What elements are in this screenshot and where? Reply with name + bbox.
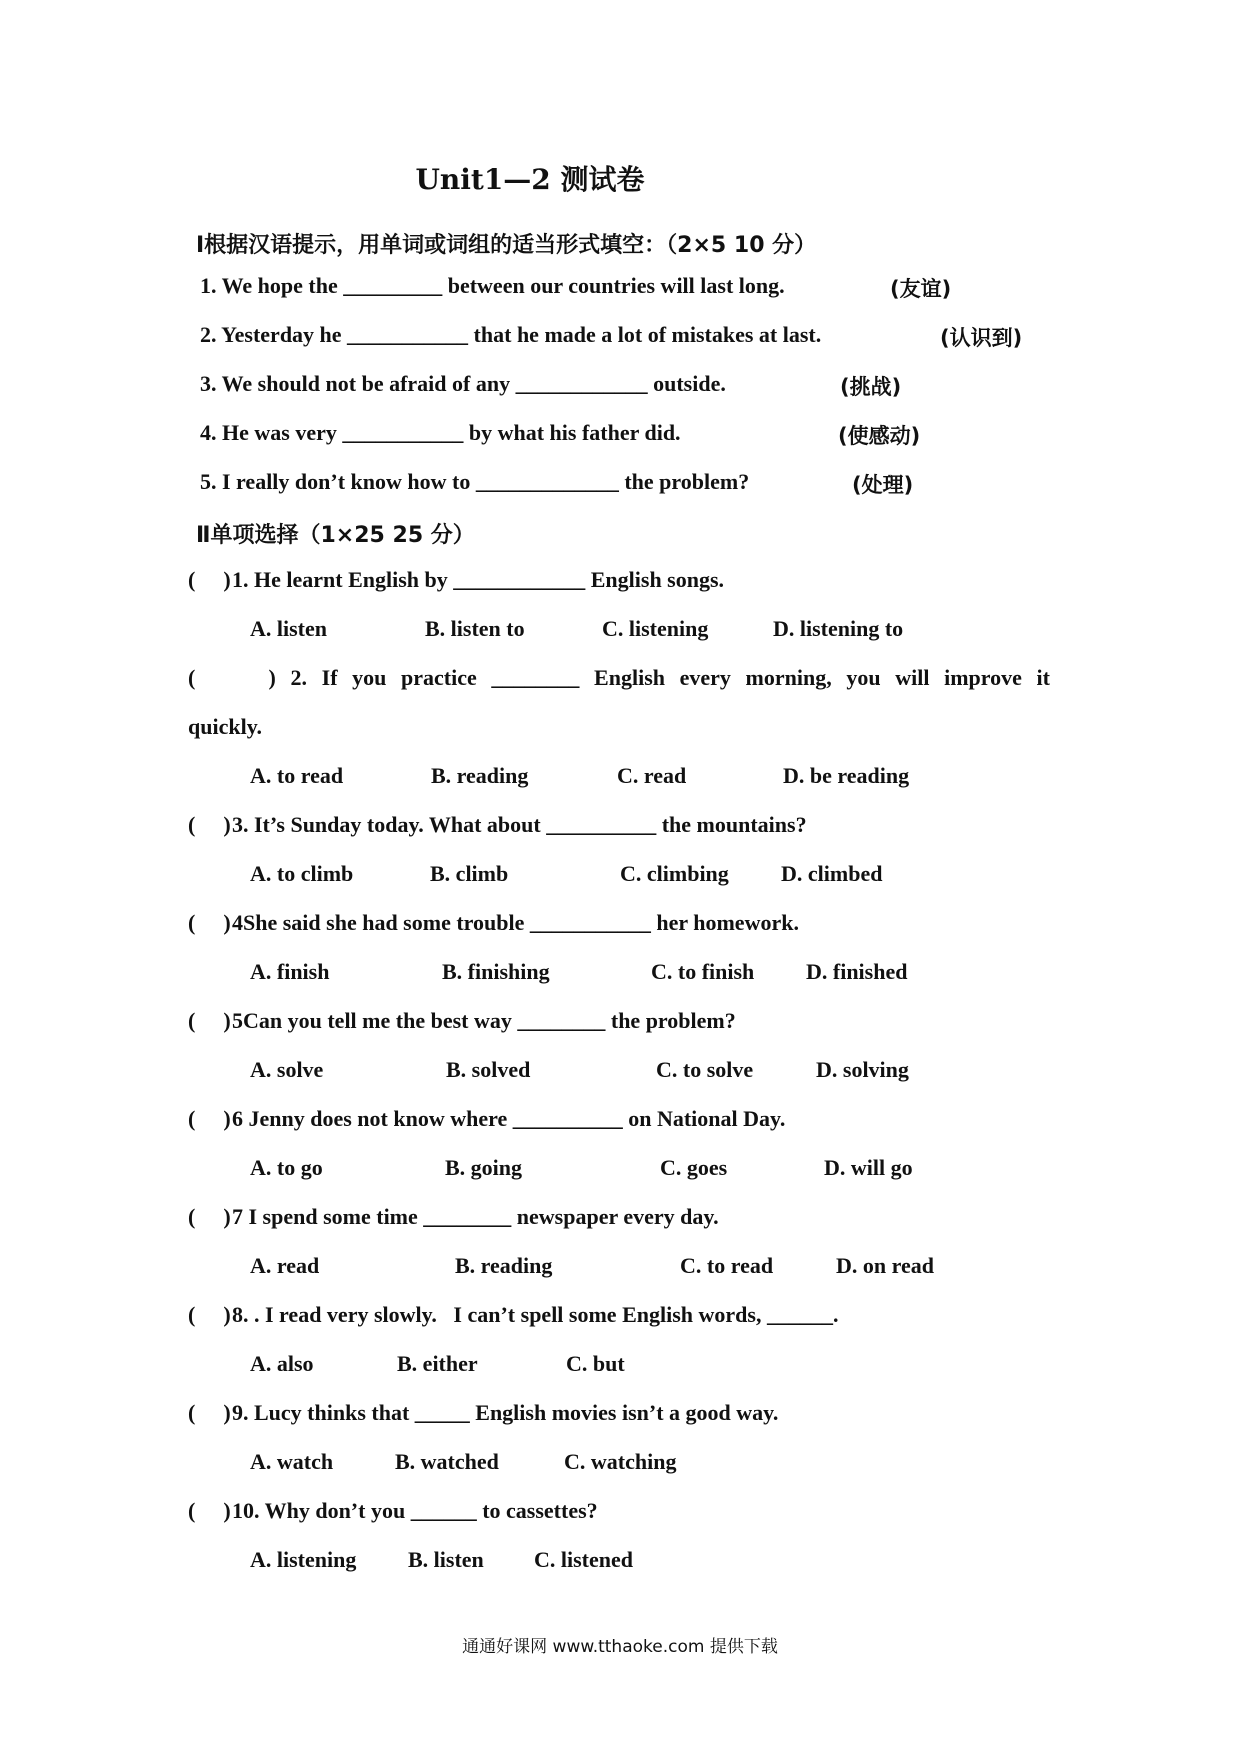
section-1-heading: Ⅰ根据汉语提示，用单词或词组的适当形式填空：（2×5 10 分） [196,233,817,258]
option-b: B. reading [455,1253,553,1278]
question-4 [188,910,799,936]
option-c: C. goes [660,1155,728,1180]
options-8 [250,1351,1050,1381]
option-c: C. but [566,1351,625,1376]
answer-paren: ( ) [188,567,231,592]
question-7 [188,1204,719,1230]
option-a: A. listening [250,1547,357,1572]
question-3 [188,812,807,838]
options-10 [250,1547,1050,1577]
question-8 [188,1302,838,1328]
option-c: C. climbing [620,861,729,886]
option-b: B. climb [430,861,509,886]
fill-item-text: 5. I really don’t know how to _____________ the problem? [200,469,750,494]
question-9 [188,1400,778,1426]
option-b: B. watched [395,1449,499,1474]
options-9 [250,1449,1050,1479]
option-a: A. to read [250,763,344,788]
fill-item-hint: (认识到) [940,326,1023,350]
fill-item-3 [200,371,902,399]
question-stem: 6 Jenny does not know where __________ on National Day. [232,1106,786,1131]
question-10 [188,1498,598,1524]
answer-paren: ( ) [188,1400,231,1425]
fill-item-2 [200,322,1023,350]
option-c: C. to read [680,1253,774,1278]
option-a: A. solve [250,1057,324,1082]
option-b: B. listen to [425,616,525,641]
option-b: B. either [397,1351,478,1376]
question-stem: 7 I spend some time ________ newspaper every day. [232,1204,719,1229]
fill-item-hint: (处理) [852,473,914,497]
answer-paren: ( ) [188,910,231,935]
option-b: B. going [445,1155,523,1180]
option-c: C. watching [564,1449,677,1474]
fill-item-hint: (使感动) [838,424,921,448]
question-stem: 2. If you practice ________ English every morning, you will improve it [290,665,1050,690]
question-stem: 8. . I read very slowly. I can’t spell some English words, ______. [232,1302,839,1327]
fill-item-5 [200,469,914,497]
answer-paren: ( ) [188,812,231,837]
question-stem: 1. He learnt English by ____________ English songs. [232,567,725,592]
option-d: D. will go [824,1155,913,1180]
page-title: Unit1—2 测试卷 [415,163,645,196]
options-3 [250,861,1050,891]
answer-paren: ( ) [188,1302,231,1327]
options-4 [250,959,1050,989]
fill-item-text: 1. We hope the _________ between our countries will last long. [200,273,785,298]
fill-item-hint: (挑战) [840,375,902,399]
option-a: A. listen [250,616,327,641]
section-2-heading: Ⅱ单项选择（1×25 25 分） [196,523,475,548]
option-b: B. solved [446,1057,531,1082]
question-2-continuation: quickly. [188,714,262,739]
option-d: D. on read [836,1253,934,1278]
answer-paren: ( ) [188,1106,231,1131]
fill-item-hint: (友谊) [890,277,952,301]
option-a: A. read [250,1253,320,1278]
option-d: D. climbed [781,861,883,886]
options-5 [250,1057,1050,1087]
fill-item-4 [200,420,921,448]
question-stem: 9. Lucy thinks that _____ English movies isn’t a good way. [232,1400,779,1425]
option-b: B. reading [431,763,529,788]
answer-paren: ( ) [188,665,276,690]
option-a: A. to climb [250,861,354,886]
option-b: B. finishing [442,959,550,984]
option-a: A. finish [250,959,330,984]
option-a: A. also [250,1351,314,1376]
fill-item-text: 4. He was very ___________ by what his father did. [200,420,681,445]
option-c: C. read [617,763,687,788]
answer-paren: ( ) [188,1008,231,1033]
option-a: A. watch [250,1449,334,1474]
option-d: D. listening to [773,616,904,641]
option-d: D. be reading [783,763,910,788]
option-c: C. listening [602,616,709,641]
question-stem: 3. It’s Sunday today. What about __________ the mountains? [232,812,807,837]
question-1 [188,567,724,593]
question-2 [188,665,1050,691]
question-stem: 10. Why don’t you ______ to cassettes? [232,1498,598,1523]
footer-credit: 通通好课网 www.tthaoke.com 提供下载 [462,1637,778,1657]
fill-item-text: 2. Yesterday he ___________ that he made a lot of mistakes at last. [200,322,822,347]
options-2 [250,763,1050,793]
options-6 [250,1155,1050,1185]
option-a: A. to go [250,1155,323,1180]
fill-item-text: 3. We should not be afraid of any ____________ outside. [200,371,726,396]
option-c: C. to solve [656,1057,754,1082]
question-5 [188,1008,736,1034]
question-6 [188,1106,785,1132]
options-7 [250,1253,1050,1283]
options-1 [250,616,1050,646]
answer-paren: ( ) [188,1204,231,1229]
option-b: B. listen [408,1547,484,1572]
question-stem: 5Can you tell me the best way ________ the problem? [232,1008,736,1033]
option-d: D. solving [816,1057,909,1082]
option-c: C. listened [534,1547,633,1572]
answer-paren: ( ) [188,1498,231,1523]
question-stem: 4She said she had some trouble ___________ her homework. [232,910,799,935]
option-c: C. to finish [651,959,755,984]
fill-item-1 [200,273,952,301]
option-d: D. finished [806,959,908,984]
